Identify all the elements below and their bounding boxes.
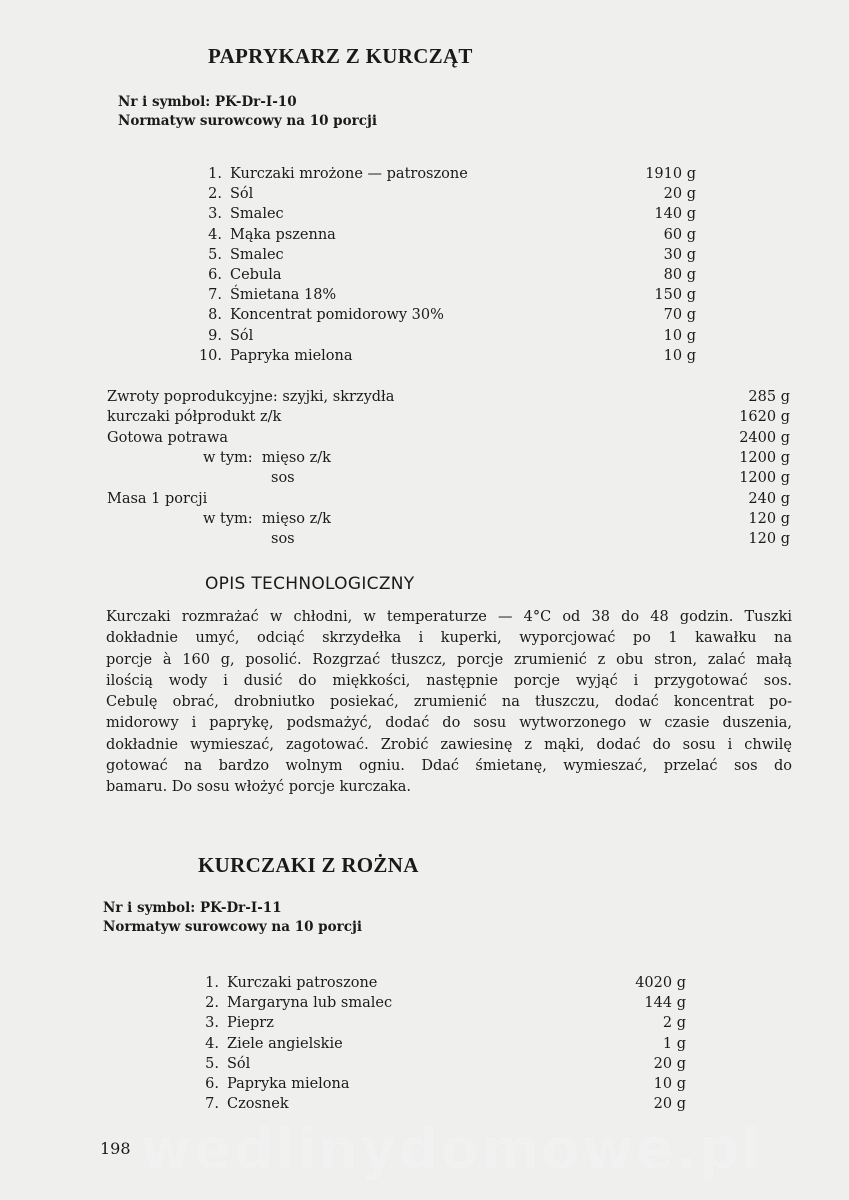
ingredient-number: 5. (208, 246, 222, 263)
ingredient-quantity: 60 g (663, 226, 696, 243)
summary-label: w tym: mięso z/k (203, 510, 331, 527)
ingredient-name: Mąka pszenna (230, 226, 336, 243)
ingredient-number: 1. (205, 975, 219, 991)
ingredient-name: Papryka mielona (230, 347, 353, 364)
recipe-symbol: Nr i symbol: PK-Dr-I-11 (103, 900, 282, 916)
summary-label: sos (271, 531, 295, 548)
ingredient-name: Pieprz (227, 1015, 274, 1032)
recipe-meta (103, 899, 362, 937)
ingredient-quantity: 10 g (663, 327, 696, 344)
ingredient-name: Margaryna lub smalec (227, 995, 393, 1012)
ingredient-number: 5. (205, 1055, 219, 1072)
ingredient-name: Czosnek (227, 1096, 289, 1113)
summary-quantity: 120 g (748, 510, 790, 527)
ingredient-number: 8. (208, 307, 222, 324)
summary-quantity: 2400 g (739, 429, 790, 446)
ingredient-number: 2. (208, 186, 222, 203)
paragraph-line: Kurczaki rozmrażać w chłodni, w temperaturze — 4°C od 38 do 48 godzin. Tuszki (106, 609, 792, 625)
summary-quantity: 285 g (748, 389, 790, 405)
ingredient-name: Sól (230, 186, 254, 203)
ingredient-number: 7. (205, 1096, 219, 1113)
paragraph-line: bamaru. Do sosu włożyć porcje kurczaka. (106, 779, 411, 796)
ingredient-number: 10. (198, 347, 222, 364)
recipe-norm: Normatyw surowcowy na 10 porcji (118, 113, 377, 129)
paragraph-line: dokładnie umyć, odciąć skrzydełka i kuperki, wyporcjować po 1 kawałku na (106, 630, 792, 647)
recipe-norm: Normatyw surowcowy na 10 porcji (103, 919, 362, 935)
summary-label: sos (271, 470, 295, 487)
ingredient-number: 1. (208, 166, 222, 182)
ingredient-quantity: 1910 g (645, 166, 696, 182)
paragraph-line: dokładnie wymieszać, zagotować. Zrobić zawiesinę z mąki, dodać do sosu i chwilę (106, 736, 792, 753)
summary-quantity: 240 g (748, 490, 790, 507)
ingredient-quantity: 20 g (653, 1096, 686, 1113)
ingredient-number: 6. (205, 1076, 219, 1092)
ingredient-name: Sól (227, 1055, 251, 1072)
paragraph-line: gotować na bardzo wolnym ogniu. Ddać śmietanę, wymieszać, przelać sos do (106, 758, 792, 775)
ingredient-name: Koncentrat pomidorowy 30% (230, 307, 444, 324)
ingredient-name: Smalec (230, 206, 284, 223)
ingredient-quantity: 4020 g (635, 975, 686, 991)
ingredient-number: 2. (205, 995, 219, 1012)
recipe-title: KURCZAKI Z ROŻNA (198, 853, 419, 877)
ingredient-number: 4. (208, 226, 222, 243)
ingredient-name: Cebula (230, 267, 282, 283)
summary-label: kurczaki półprodukt z/k (107, 409, 282, 426)
ingredient-quantity: 140 g (654, 206, 696, 223)
ingredient-name: Śmietana 18% (230, 287, 337, 304)
ingredient-quantity: 10 g (653, 1076, 686, 1092)
ingredient-quantity: 20 g (653, 1055, 686, 1072)
ingredient-number: 7. (208, 287, 222, 304)
paragraph-line: porcje à 160 g, posolić. Rozgrzać tłuszcz, porcje zrumienić z obu stron, zalać małą (106, 651, 792, 668)
recipe-title: PAPRYKARZ Z KURCZĄT (208, 44, 473, 68)
recipe-symbol: Nr i symbol: PK-Dr-I-10 (118, 94, 297, 110)
ingredient-number: 9. (208, 327, 222, 344)
ingredient-quantity: 2 g (662, 1015, 686, 1032)
summary-quantity: 1200 g (739, 449, 790, 466)
ingredient-name: Papryka mielona (227, 1076, 350, 1092)
ingredient-quantity: 30 g (663, 246, 696, 263)
summary-quantity: 1620 g (739, 409, 790, 426)
page-number: 198 (100, 1139, 131, 1158)
ingredient-number: 4. (205, 1035, 219, 1052)
ingredient-number: 6. (208, 267, 222, 283)
section-heading: OPIS TECHNOLOGICZNY (205, 574, 415, 594)
paragraph-line: Cebulę obrać, drobniutko posiekać, zrumienić na tłuszczu, dodać koncentrat po- (106, 694, 792, 711)
ingredient-number: 3. (205, 1015, 219, 1032)
ingredient-name: Sól (230, 327, 254, 344)
watermark: wedlinydomowe.pl (140, 1117, 763, 1182)
ingredient-name: Ziele angielskie (227, 1035, 343, 1052)
ingredient-name: Smalec (230, 246, 284, 263)
summary-quantity: 120 g (748, 531, 790, 548)
description-paragraph (106, 607, 792, 799)
summary-quantity: 1200 g (739, 470, 790, 487)
ingredient-quantity: 150 g (654, 287, 696, 304)
summary-label: Zwroty poprodukcyjne: szyjki, skrzydła (107, 389, 395, 405)
ingredient-quantity: 1 g (662, 1035, 686, 1052)
summary-label: w tym: mięso z/k (203, 449, 331, 466)
ingredient-quantity: 20 g (663, 186, 696, 203)
ingredient-number: 3. (208, 206, 222, 223)
summary-label: Gotowa potrawa (107, 429, 229, 446)
ingredient-name: Kurczaki mrożone — patroszone (230, 166, 468, 182)
summary-label: Masa 1 porcji (107, 490, 208, 507)
paragraph-line: midorowy i paprykę, podsmażyć, dodać do sosu wytworzonego w czasie duszenia, (106, 715, 792, 732)
ingredient-quantity: 70 g (663, 307, 696, 324)
ingredient-quantity: 144 g (644, 995, 686, 1012)
ingredient-name: Kurczaki patroszone (227, 975, 378, 991)
ingredient-quantity: 10 g (663, 347, 696, 364)
ingredient-quantity: 80 g (663, 267, 696, 283)
paragraph-line: ilością wody i dusić do miękkości, następnie porcje wyjąć i przygotować sos. (106, 672, 792, 689)
recipe-meta (118, 93, 377, 131)
